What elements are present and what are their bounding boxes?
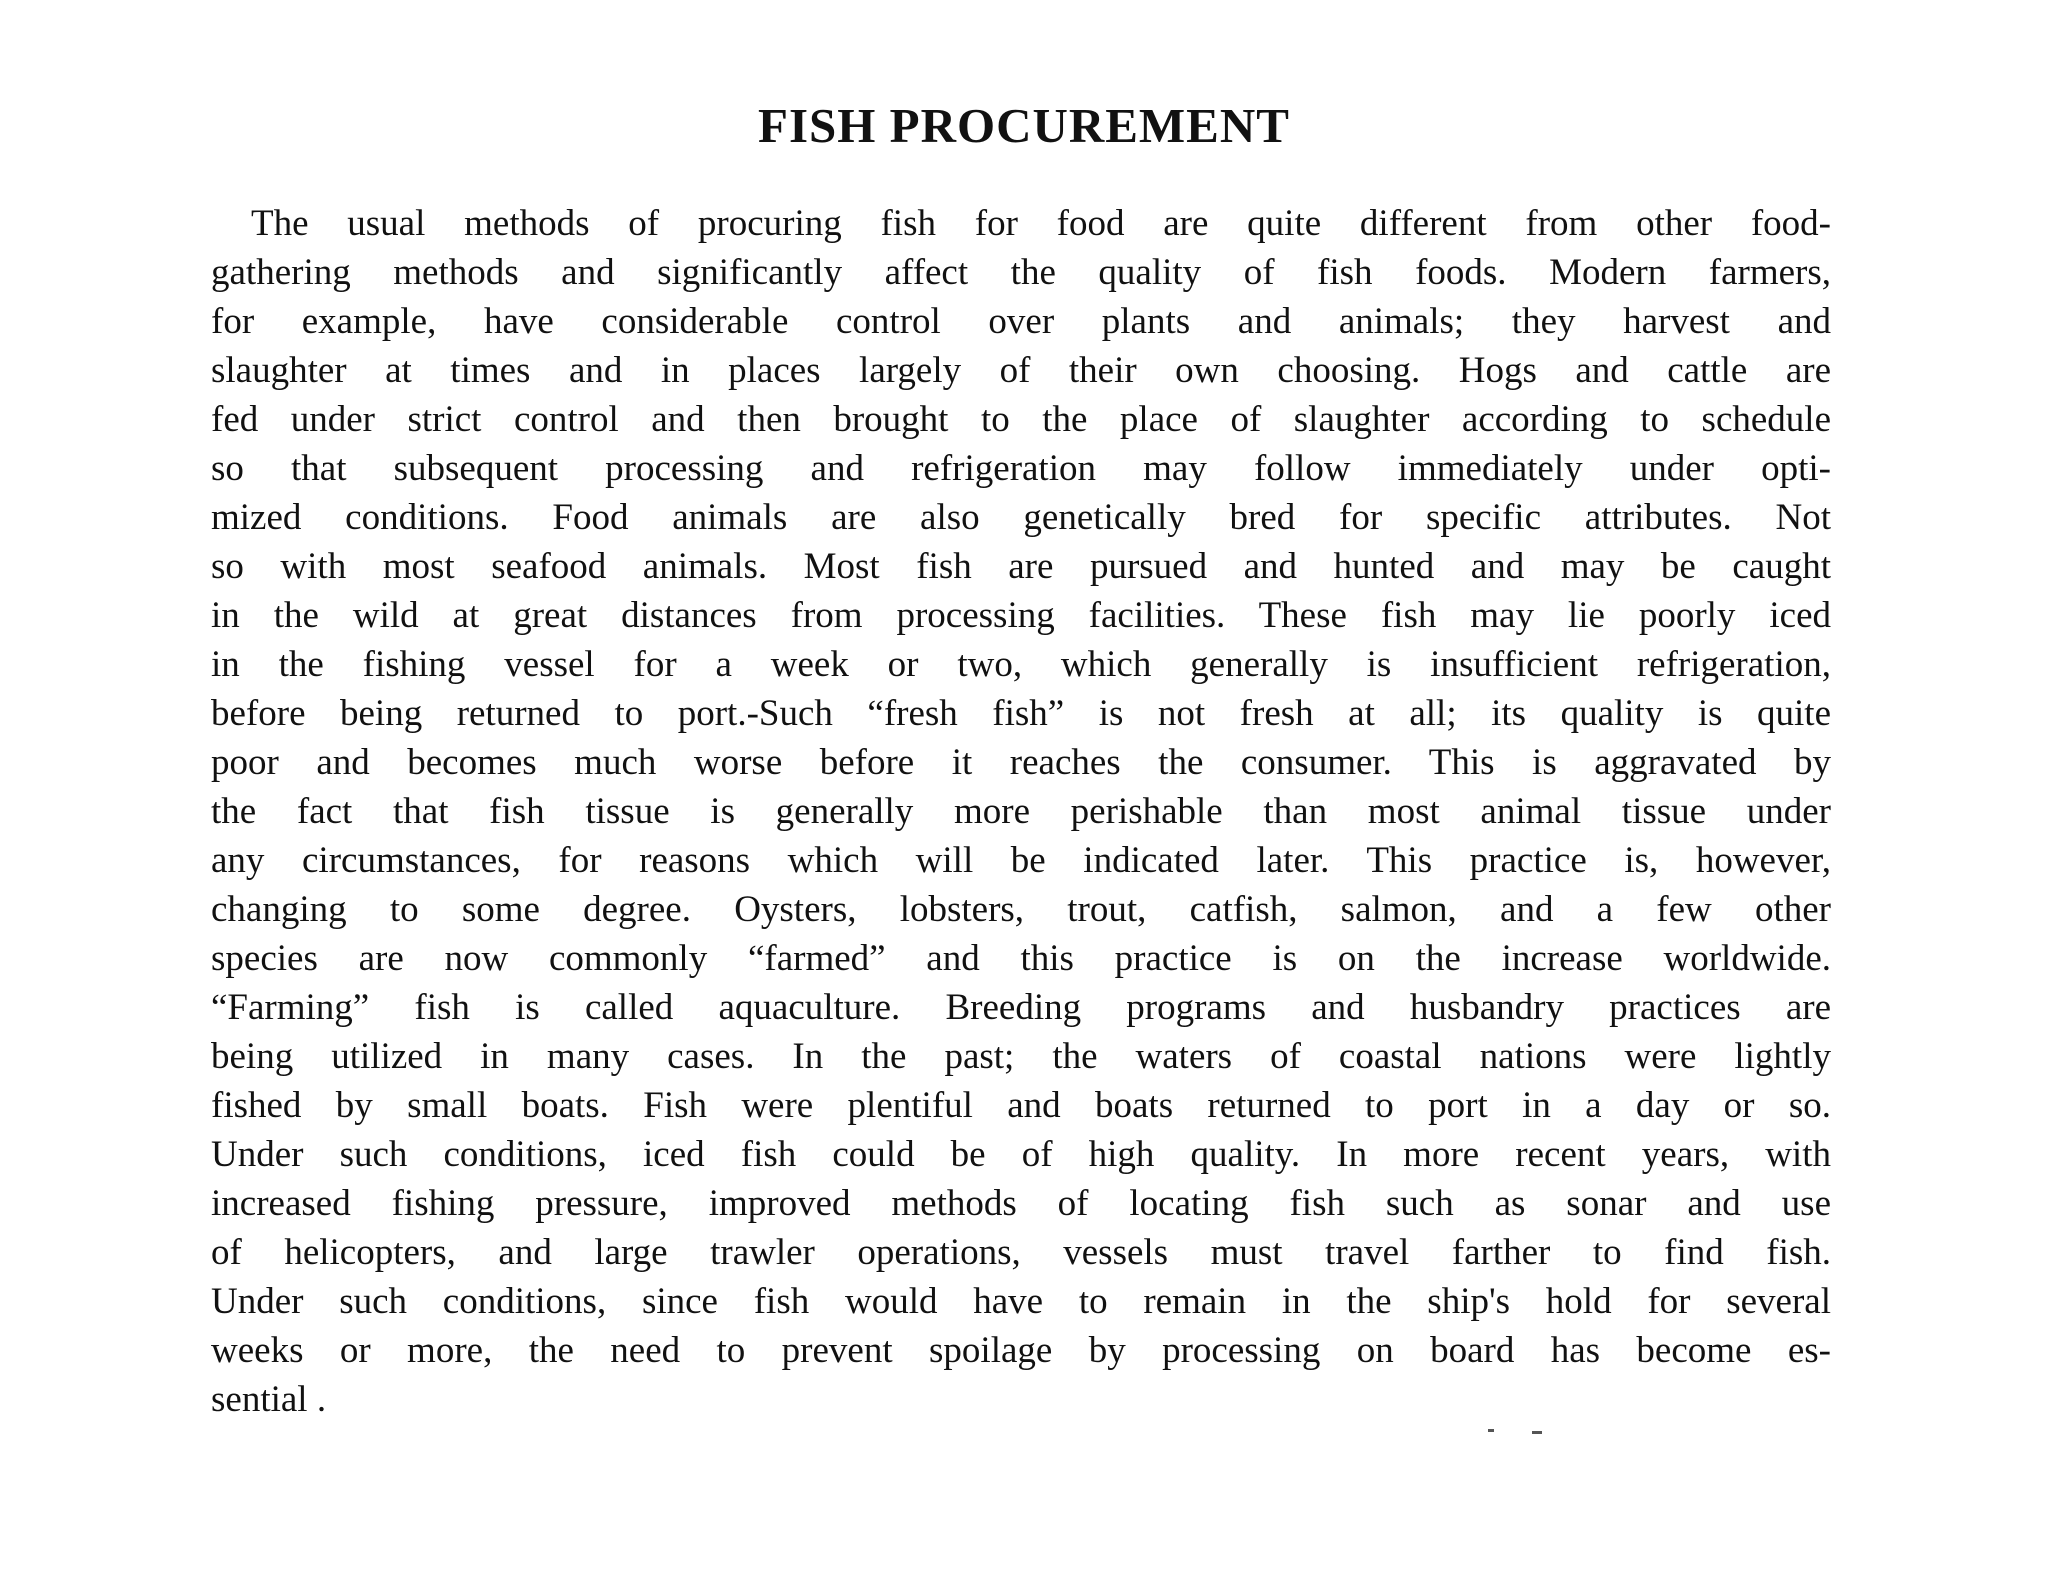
text-line: gathering methods and significantly affect the quality of fish foods. Modern farmers, xyxy=(211,252,1831,293)
text-line: The usual methods of procuring fish for food are quite different from other food- xyxy=(251,203,1831,244)
text-line: any circumstances, for reasons which will be indicated later. This practice is, however, xyxy=(211,840,1831,881)
text-line: “Farming” fish is called aquaculture. Breeding programs and husbandry practices are xyxy=(211,987,1831,1028)
text-line: so that subsequent processing and refrigeration may follow immediately under opti- xyxy=(211,448,1831,489)
text-line: mized conditions. Food animals are also genetically bred for specific attributes. Not xyxy=(211,497,1831,538)
text-line: for example, have considerable control over plants and animals; they harvest and xyxy=(211,301,1831,342)
text-line: sential . xyxy=(211,1379,327,1420)
text-line: fished by small boats. Fish were plentiful and boats returned to port in a day or so. xyxy=(211,1085,1831,1126)
scan-speck xyxy=(1488,1429,1494,1432)
scan-speck xyxy=(1532,1431,1542,1434)
text-line: Under such conditions, iced fish could be of high quality. In more recent years, with xyxy=(211,1134,1831,1175)
text-line: being utilized in many cases. In the past; the waters of coastal nations were lightly xyxy=(211,1036,1831,1077)
text-line: poor and becomes much worse before it reaches the consumer. This is aggravated by xyxy=(211,742,1831,783)
text-line: before being returned to port.-Such “fresh fish” is not fresh at all; its quality is quite xyxy=(211,693,1831,734)
text-line: species are now commonly “farmed” and this practice is on the increase worldwide. xyxy=(211,938,1831,979)
text-line: weeks or more, the need to prevent spoilage by processing on board has become es- xyxy=(211,1330,1831,1371)
text-line: slaughter at times and in places largely of their own choosing. Hogs and cattle are xyxy=(211,350,1831,391)
text-line: so with most seafood animals. Most fish are pursued and hunted and may be caught xyxy=(211,546,1831,587)
body-paragraph xyxy=(211,199,1831,1424)
text-line: in the fishing vessel for a week or two, which generally is insufficient refrigeration, xyxy=(211,644,1831,685)
text-line: increased fishing pressure, improved methods of locating fish such as sonar and use xyxy=(211,1183,1831,1224)
text-line: the fact that fish tissue is generally more perishable than most animal tissue under xyxy=(211,791,1831,832)
text-line: in the wild at great distances from processing facilities. These fish may lie poorly iced xyxy=(211,595,1831,636)
text-line: changing to some degree. Oysters, lobsters, trout, catfish, salmon, and a few other xyxy=(211,889,1831,930)
scan-artifact xyxy=(1488,1429,1548,1435)
text-line: fed under strict control and then brought to the place of slaughter according to schedule xyxy=(211,399,1831,440)
text-line: of helicopters, and large trawler operations, vessels must travel farther to find fish. xyxy=(211,1232,1831,1273)
document-title: FISH PROCUREMENT xyxy=(758,98,1290,153)
text-line: Under such conditions, since fish would have to remain in the ship's hold for several xyxy=(211,1281,1831,1322)
